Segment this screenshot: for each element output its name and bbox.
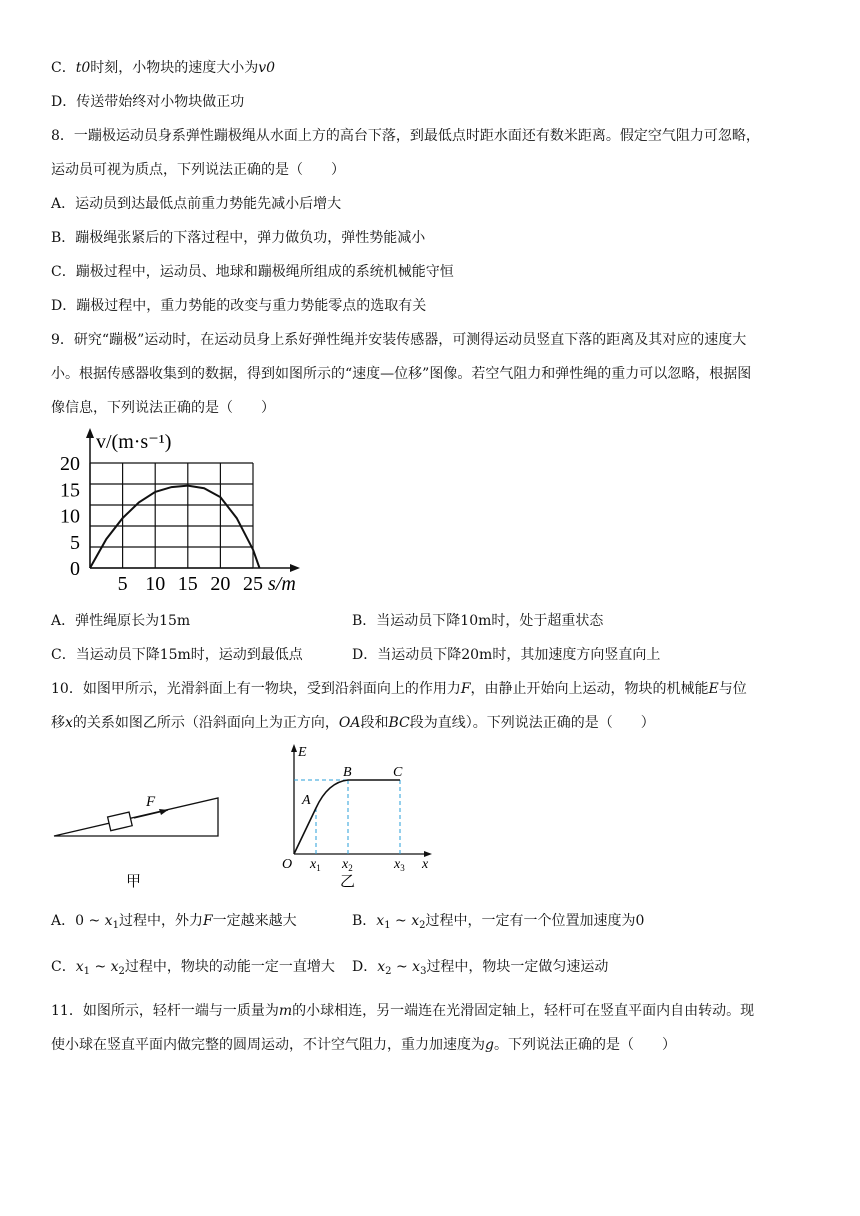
q9-option-b: B．当运动员下降10m时，处于超重状态 (352, 613, 604, 629)
yi-point-a: A (302, 793, 311, 808)
q8-option-d: D．蹦极过程中，重力势能的改变与重力势能零点的选取有关 (51, 298, 427, 314)
q10-stem-line2: 移x的关系如图乙所示（沿斜面向上为正方向，OA段和BC段为直线）。下列说法正确的是（ ） (51, 715, 655, 731)
q9-stem-line2: 小。根据传感器收集到的数据，得到如图所示的“速度—位移”图像。若空气阻力和弹性绳的重力可以忽略，根据图 (51, 366, 752, 382)
chart-y-tick-label: 15 (60, 479, 80, 502)
q10-option-d: D．$x_2$ ~ $x_3$过程中，物块一定做匀速运动 (352, 959, 609, 977)
chart-x-tick-label: 5 (117, 573, 128, 595)
chart-grid (90, 463, 253, 568)
q10-option-a: A．0 ~ $x_1$过程中，外力F一定越来越大 (51, 913, 297, 931)
yi-point-b: B (343, 765, 352, 780)
incline-figure-jia (50, 788, 230, 894)
chart-x-arrow (290, 564, 300, 572)
q10-option-c: C．$x_1$ ~ $x_2$过程中，物块的动能一定一直增大 (51, 959, 335, 977)
chart-x-tick-label: 15 (177, 573, 198, 595)
energy-displacement-figure-yi (280, 742, 440, 892)
chart-y-arrow (86, 428, 94, 438)
q8-option-a: A．运动员到达最低点前重力势能先减小后增大 (51, 196, 342, 212)
q8-option-b: B．蹦极绳张紧后的下落过程中，弹力做负功，弹性势能减小 (51, 230, 426, 246)
velocity-displacement-chart (50, 420, 320, 600)
chart-x-axis-label: s/m (268, 573, 296, 595)
yi-e-label: E (298, 745, 307, 760)
yi-energy-curve (294, 780, 400, 854)
chart-x-tick-label: 10 (145, 573, 166, 595)
chart-y-tick-label: 0 (70, 558, 80, 580)
q7-option-d: D．传送带始终对小物块做正功 (51, 94, 245, 110)
q9-stem-line1: 9．研究“蹦极”运动时，在运动员身上系好弹性绳并安装传感器，可测得运动员竖直下落的距离及其对应的速度大 (51, 332, 747, 348)
q10-option-b: B．$x_1$ ~ $x_2$过程中，一定有一个位置加速度为0 (352, 913, 645, 931)
chart-y-tick-label: 20 (60, 453, 80, 475)
chart-x-tick-label: 25 (243, 573, 263, 595)
chart-y-tick-label: 5 (70, 531, 80, 554)
chart-series-line (90, 486, 260, 568)
yi-x1-label: $x_1$ (310, 857, 321, 873)
q7-option-c: C．t0时刻，小物块的速度大小为v0 (51, 60, 276, 76)
yi-point-c: C (393, 765, 403, 780)
chart-y-tick-label: 10 (60, 505, 80, 528)
force-arrow-head (159, 809, 168, 815)
force-label: F (146, 794, 156, 810)
q9-option-c: C．当运动员下降15m时，运动到最低点 (51, 647, 303, 663)
chart-y-axis-label: v/(m·s⁻¹) (96, 431, 172, 453)
q8-stem-line2: 运动员可视为质点，下列说法正确的是（ ） (51, 162, 345, 178)
figure-yi-label: 乙 (340, 874, 356, 890)
q11-stem-line1: 11．如图所示，轻杆一端与一质量为m的小球相连，另一端连在光滑固定轴上，轻杆可在竖直平面内自由转动。现 (51, 1003, 755, 1019)
yi-x3-label: $x_3$ (394, 857, 405, 873)
q11-stem-line2: 使小球在竖直平面内做完整的圆周运动，不计空气阻力，重力加速度为g。下列说法正确的是（ ） (51, 1037, 676, 1053)
yi-x-axis-label: x (422, 857, 429, 872)
q8-option-c: C．蹦极过程中，运动员、地球和蹦极绳所组成的系统机械能守恒 (51, 264, 454, 280)
block (108, 812, 133, 831)
figure-jia-label: 甲 (126, 874, 142, 890)
t0-symbol: t0 (75, 60, 91, 76)
q9-option-a: A．弹性绳原长为15m (51, 613, 191, 629)
yi-y-arrow (291, 744, 297, 752)
q8-stem-line1: 8．一蹦极运动员身系弹性蹦极绳从水面上方的高台下落，到最低点时距水面还有数米距离。假定空气阻力可忽略， (51, 128, 760, 144)
q9-option-d: D．当运动员下降20m时，其加速度方向竖直向上 (352, 647, 661, 663)
yi-x2-label: $x_2$ (342, 857, 353, 873)
chart-x-tick-label: 20 (210, 573, 231, 595)
v0-symbol: v0 (258, 60, 276, 76)
q10-stem-line1: 10．如图甲所示，光滑斜面上有一物块，受到沿斜面向上的作用力F，由静止开始向上运动，物块的机械能E与位 (51, 681, 747, 697)
q9-stem-line3: 像信息，下列说法正确的是（ ） (51, 400, 275, 416)
yi-origin: O (282, 857, 293, 872)
